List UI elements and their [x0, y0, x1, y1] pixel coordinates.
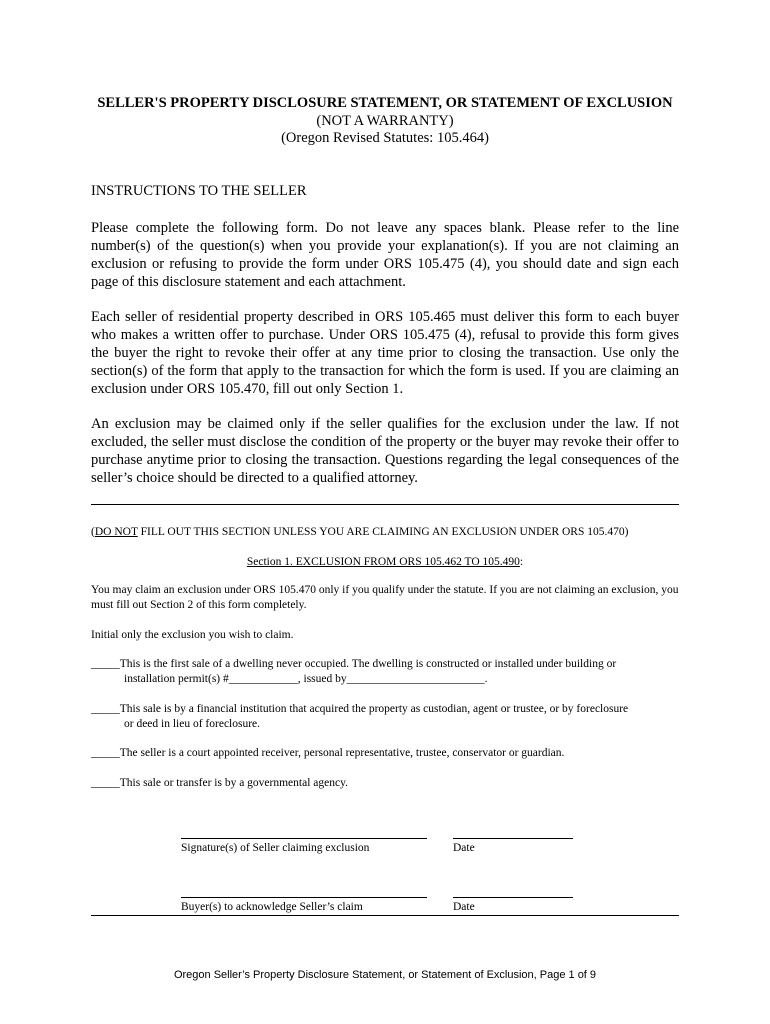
seller-date-line[interactable] [453, 838, 573, 839]
instructions-paragraph-1: Please complete the following form. Do not leave any spaces blank. Please refer to the line number(s) of the question(s) when you provide your explanation(s). If you are not claiming an exclusion or refusing to provide the form under ORS 105.475 (4), you should date and sign each page of this disclosure statement and each attachment. [91, 220, 679, 290]
section1-heading-text: Section 1. EXCLUSION FROM ORS 105.462 TO 105.490 [246, 556, 520, 568]
statute-reference: (Oregon Revised Statutes: 105.464) [281, 130, 489, 146]
section1-notice [91, 525, 679, 540]
buyer-date-line[interactable] [453, 897, 573, 898]
title-block [91, 95, 679, 148]
exclusion-option-financial-institution [91, 702, 679, 732]
section-bottom-rule [91, 915, 679, 916]
section1-heading-colon: : [519, 556, 524, 568]
notice-emphasis: DO NOT [94, 526, 138, 538]
seller-signature-line[interactable] [181, 838, 427, 839]
section1-intro: You may claim an exclusion under ORS 105.470 only if you qualify under the statute. If you are not claiming an exclusion, you must fill out Section 2 of this form completely. [91, 584, 679, 611]
initial-blank[interactable]: _____ [91, 777, 120, 789]
option-text: This sale or transfer is by a governmental agency. [119, 777, 348, 789]
section1-heading [91, 555, 679, 570]
instructions-paragraph-3: An exclusion may be claimed only if the seller qualifies for the exclusion under the law. If not excluded, the seller must disclose the condition of the property or the buyer may revoke their offer to purchase anytime prior to closing the transaction. Questions regarding the legal consequences of the seller’s choice should be directed to a qualified attorney. [91, 416, 679, 486]
option-text-continued: installation permit(s) #____________, issued by________________________. [124, 673, 488, 685]
option-text-continued: or deed in lieu of foreclosure. [124, 718, 261, 730]
buyer-date-label: Date [453, 901, 475, 913]
exclusion-option-court-appointed [91, 746, 679, 761]
notice-open-paren: ( [91, 526, 95, 538]
exclusion-option-governmental-agency [91, 776, 679, 791]
option-text: This is the first sale of a dwelling never occupied. The dwelling is constructed or installed under building or [119, 658, 617, 670]
instructions-paragraph-2: Each seller of residential property described in ORS 105.465 must deliver this form to each buyer who makes a written offer to purchase. Under ORS 105.475 (4), refusal to provide this form gives the buyer the right to revoke their offer at any time prior to closing the transaction. Use only the section(s) of the form that apply to the transaction for which the form is used. If you are claiming an exclusion under ORS 105.470, fill out only Section 1. [91, 309, 679, 397]
buyer-acknowledgement-label: Buyer(s) to acknowledge Seller’s claim [181, 901, 363, 913]
initial-blank[interactable]: _____ [91, 658, 120, 670]
buyer-signature-line[interactable] [181, 897, 427, 898]
document-subtitle: (NOT A WARRANTY) [316, 112, 454, 129]
notice-text: FILL OUT THIS SECTION UNLESS YOU ARE CLAIMING AN EXCLUSION UNDER ORS 105.470) [137, 526, 629, 538]
seller-date-label: Date [453, 842, 475, 854]
initial-prompt: Initial only the exclusion you wish to claim. [91, 629, 294, 641]
page-footer: Oregon Seller’s Property Disclosure Statement, or Statement of Exclusion, Page 1 of 9 [173, 969, 597, 981]
seller-signature-label: Signature(s) of Seller claiming exclusion [181, 842, 370, 854]
exclusion-option-first-sale [91, 657, 679, 687]
initial-blank[interactable]: _____ [91, 703, 120, 715]
initial-blank[interactable]: _____ [91, 747, 120, 759]
section-divider [91, 504, 679, 505]
instructions-heading: INSTRUCTIONS TO THE SELLER [91, 183, 307, 199]
document-title: SELLER'S PROPERTY DISCLOSURE STATEMENT, OR STATEMENT OF EXCLUSION [97, 95, 673, 111]
option-text: This sale is by a financial institution that acquired the property as custodian, agent or trustee, or by foreclosure [119, 703, 629, 715]
option-text: The seller is a court appointed receiver, personal representative, trustee, conservator or guardian. [119, 747, 565, 759]
